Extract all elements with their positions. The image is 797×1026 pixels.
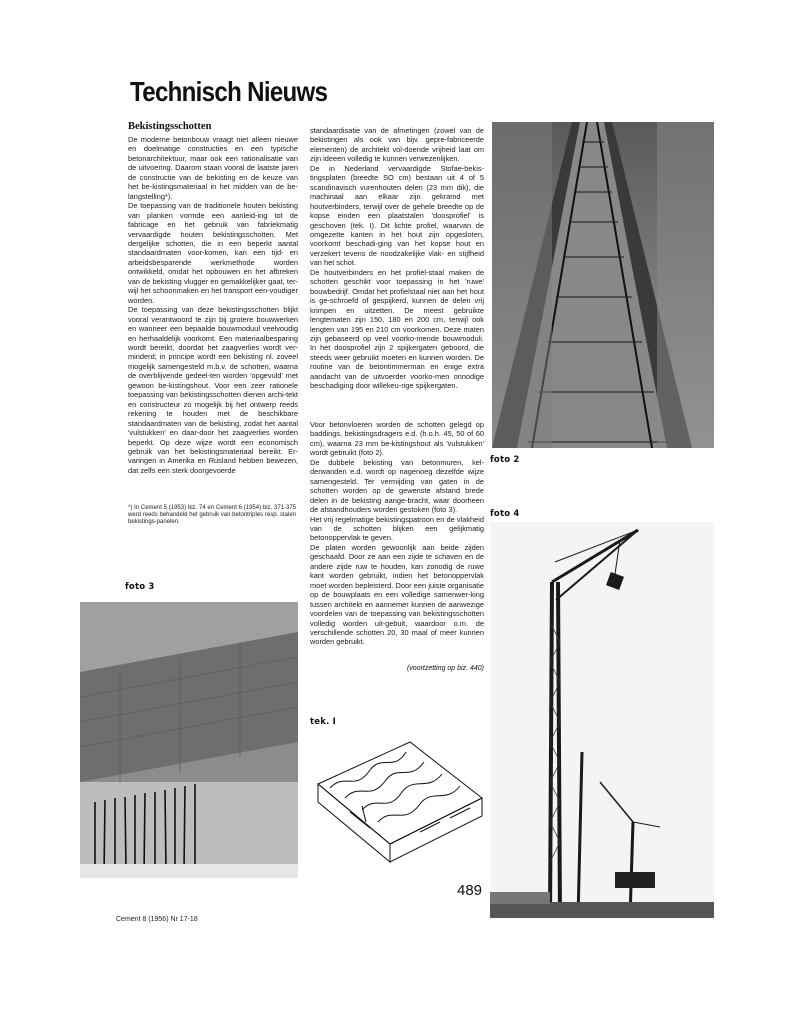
paragraph: Het vrij regelmatige bekistingspatroon en de vlakheid van de schotten blijken een gelijkmatig betonoppervlak te geven. — [310, 514, 484, 543]
drawing-formwork-panel-image — [310, 732, 488, 874]
article-column-1 — [128, 135, 298, 475]
paragraph: standaardisatie van de afmetingen (zowel van de bekistingen als ook van bijv. gepre-fabriceerde elementen) de architekt vol-doende vrijheid laat om zijn ideeen volledig te kunnen verwezenlijken. — [310, 126, 484, 164]
caption-foto-3: foto 3 — [125, 582, 155, 592]
paragraph: De toepassing van deze bekistingsschotten blijkt vooral verantwoord te zijn bij grotere bouwwerken en wanneer een bepaalde bouwmoduul veelvoudig en herhaaldelijk voorkomt. Een materiaalbesparing wordt bereikt, doordat het zaagverlies wordt ver-minderd; in principe wordt een bekisting nl. zoveel mogelijk samengesteld m.b.v. de schotten, waarna de overblijvende gedeel-ten worden 'opgevuld' met gewoon be-kistingshout. Voor een zeer rationele toepassing van bekistingsschotten dienen archi-tekt en constructeur zo mogelijk bij het ontwerp reeds rekening te houden met de beschikbare standaardmaten van de bekisting, zodat het aantal 'vulstukken' en daar-door het zaagverlies worden beperkt. Op deze wijze wordt een economisch gebruik van het bekistingsmateriaal bereikt. Er-varingen in Amerika en Rusland hebben bewezen, dat zelfs een sterk doorgevoerde — [128, 305, 298, 475]
photo-concrete-wall — [80, 602, 298, 878]
paragraph: De houtverbinders en het profiel-staal maken de schotten geschikt voor toepassing in het 'ruwe' bouwbedrijf. Omdat het profielstaal niet aan het hout is ge-schroefd of gespijkerd, kunnen de delen vrij krimpen en uitzetten. De meest gebruikte lengtematen zijn 150, 180 en 200 cm, terwijl ook lengten van 195 en 210 cm voorkomen. Deze maten zijn gebaseerd op veel voorko-mende bouwmoduli. In het doosprofiel zijn 2 spijkergaten geboord, die steeds weer gebruikt moeten en kunnen worden. De routine van de betontimmerman en enige extra aandacht van de uitvoerder voorko-men onnodige beschadiging door willekeu-rige spijkergaten. — [310, 267, 484, 391]
section-heading: Bekistingsschotten — [128, 121, 212, 132]
article-column-2-top — [310, 126, 484, 391]
page-title: Technisch Nieuws — [130, 76, 328, 107]
photo-concrete-wall-image — [80, 602, 298, 878]
photo-crane — [490, 522, 714, 918]
paragraph: Voor betonvloeren worden de schotten gelegd op baddings, bekistingsdragers e.d. (h.o.h. 45, 50 of 60 cm), waarna 23 mm be-kistingshout als 'vulstukken' wordt gebruikt (foto 2). — [310, 420, 484, 458]
paragraph: De toepassing van de traditionele houten bekisting van planken vormde een aanleid-ing tot de fabricage en het gebruik van fabriekmatig vervaardigde houten bekistingsschotten. Met dergelijke schotten, die in een beperkt aantal standaardmaten voor-komen, kan een tijd- en arbeidsbesparende werkmethode worden ontwikkeld, omdat het opbouwen en het afbreken van de bekisting vlugger en gemakkelijker gaat, ter-wijl het schoonmaken en het transport een-voudiger worden. — [128, 201, 298, 305]
paragraph: De moderne betonbouw vraagt niet alleen nieuwe en doelmatige constructies en een typische betonarchitektuur, maar ook een rationalisatie van de uitvoering. Daarom staan vooral de laatste jaren de constructie van de bekisting en de keuze van het be-kistingsmateriaal in het midden van de be-langstelling*). — [128, 135, 298, 201]
paragraph: De in Nederland vervaardigde Stofae-bekis-tingsplaten (breedte SO cm) bestaan uit 4 of 5 scandinavisch vurenhouten delen (23 mm dik), die machinaal aan elkaar zijn gekramd met houtverbinders, terwijl over de gehele breedte op de kopse einden een plaatstalen 'doosprofiel' is geschoven (tek. I). Dit lichte profiel, waarvan de omgezette kanten in het hout zijn opgesloten, voorkomt beschadi-ging van het kopse hout en verzekert tevens de noodzakelijke vlak- en stijfheid van het schot. — [310, 163, 484, 268]
photo-formwork-beams — [492, 122, 714, 448]
drawing-formwork-panel — [310, 732, 488, 874]
caption-tek-1: tek. I — [310, 717, 337, 727]
photo-crane-image — [490, 522, 714, 918]
paragraph: De platen worden gewoonlijk aan beide zijden geschaafd. Door ze aan een zijde te schaven en de andere zijde ruw te houden, kan zonodig de ruwe kant worden gebruikt, indien het betonoppervlak moet worden bepleisterd. Door een juiste organisatie op de bouwplaats en een volledige samenwer-king tussen architekt en aannemer kunnen de aanwezige voordelen van de toepassing van bekistingsschotten volledig worden uit-gebuit, waardoor o.m. de verschillende schotten 20, 30 maal of meer kunnen worden gebruikt. — [310, 542, 484, 647]
caption-foto-4: foto 4 — [490, 509, 520, 519]
footnote: *) In Cement 5 (1953) biz. 74 en Cement 6 (1954) biz. 371-375 werd reeds behandeld het gebruik van betontriples resp. stalen bekistings-panelen. — [128, 505, 296, 526]
page-number: 489 — [457, 882, 483, 899]
continuation-note: (voortzetting op biz. 440) — [406, 665, 484, 672]
paragraph: De dubbele bekisting van betonmuren, kel-derwanden e.d. wordt op nagenoeg dezelfde wijze samengesteld. Ter vermijding van gaten in de schotten worden op de gewenste afstand brede delen in de bekisting aange-bracht, waar doorheen de afstandhouders worden gestoken (foto 3). — [310, 457, 484, 515]
article-column-2-bottom — [310, 420, 484, 647]
photo-formwork-beams-image — [492, 122, 714, 448]
caption-foto-2: foto 2 — [490, 455, 520, 465]
journal-reference: Cement 8 (1956) Nr 17-18 — [116, 916, 198, 923]
